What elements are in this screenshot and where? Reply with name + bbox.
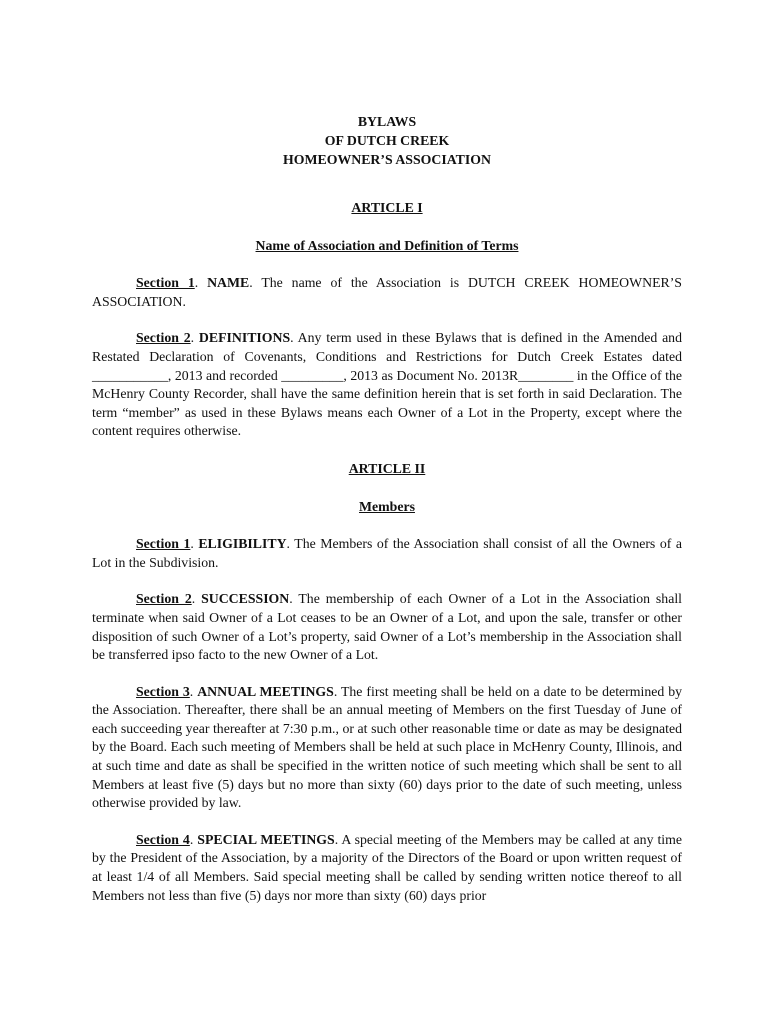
article-2-subheading: Members — [359, 498, 415, 514]
section-text: . The membership of each Owner of a Lot in the Association shall terminate when said Owner of a Lot ceases to be an Owner of a Lot, and upon the sale, transfer or other disposition of such Owner of a Lot’s property, said Owner of a Lot’s membership in the Association shall be transferred ipso facto to the new Owner of a Lot. — [92, 591, 682, 663]
section-separator: . — [194, 275, 208, 291]
title-line-1: BYLAWS — [357, 114, 417, 129]
section-text: . Any term used in these Bylaws that is defined in the Amended and Restated Declaration of Covenants, Conditions and Restrictions for Dutch Creek Estates dated ___________, 2013 and recorded _________, 2013 as Document No. 2013R________ in the Office of the McHenry County Recorder, shall have the same definition herein that is set forth in said Declaration. The term “member” as used in these Bylaws means each Owner of a Lot in the Property, except where the content requires otherwise. — [92, 330, 682, 439]
article-1-section-1 — [92, 274, 682, 311]
title-line-3: HOMEOWNER’S ASSOCIATION — [283, 152, 491, 167]
section-text: . A special meeting of the Members may be called at any time by the President of the Association, by a majority of the Directors of the Board or upon written request of at least 1/4 of all Members. Said special meeting shall be called by sending written notice thereof to all Members not less than five (5) days nor more than sixty (60) days prior — [92, 831, 682, 903]
section-separator: . — [191, 591, 202, 607]
section-name: ELIGIBILITY — [198, 536, 287, 552]
section-label: Section 1 — [136, 275, 195, 291]
section-text: . The name of the Association is DUTCH CREEK HOMEOWNER’S ASSOCIATION. — [92, 275, 682, 309]
document-title — [92, 112, 682, 169]
section-label: Section 2 — [136, 330, 191, 346]
article-2-section-4 — [92, 831, 682, 905]
section-separator: . — [190, 536, 199, 552]
section-name: SPECIAL MEETINGS — [197, 831, 335, 847]
section-text: . The first meeting shall be held on a date to be determined by the Association. Thereafter, there shall be an annual meeting of Members on the first Tuesday of June of each succeeding year thereafter at 7:30 p.m., or at such other reasonable time or date as may be designated by the Board. Each such meeting of Members shall be held at such place in McHenry County, Illinois, and at such time and date as shall be specified in the written notice of such meeting which shall be sent to all Members at least five (5) days but no more than sixty (60) days prior to the date of such meeting, unless otherwise provided by law. — [92, 683, 683, 811]
article-1-section-2 — [92, 329, 682, 441]
article-2-section-2 — [92, 590, 682, 664]
article-1-heading: ARTICLE I — [351, 200, 423, 215]
section-text: . The Members of the Association shall consist of all the Owners of a Lot in the Subdivision. — [92, 536, 682, 570]
section-label: Section 2 — [136, 591, 192, 607]
section-name: ANNUAL MEETINGS — [197, 683, 334, 699]
article-1-subheading: Name of Association and Definition of Terms — [255, 237, 519, 253]
title-line-2: OF DUTCH CREEK — [324, 133, 450, 148]
article-2-section-1 — [92, 535, 682, 572]
section-name: SUCCESSION — [201, 591, 290, 607]
article-2-heading: ARTICLE II — [348, 460, 426, 476]
section-name: NAME — [207, 275, 250, 291]
section-label: Section 1 — [136, 536, 191, 552]
section-separator: . — [190, 330, 199, 346]
section-label: Section 3 — [136, 683, 190, 699]
section-name: DEFINITIONS — [198, 330, 291, 346]
section-separator: . — [189, 831, 198, 847]
article-2-section-3 — [92, 683, 682, 813]
section-label: Section 4 — [136, 831, 190, 847]
section-separator: . — [189, 683, 198, 699]
